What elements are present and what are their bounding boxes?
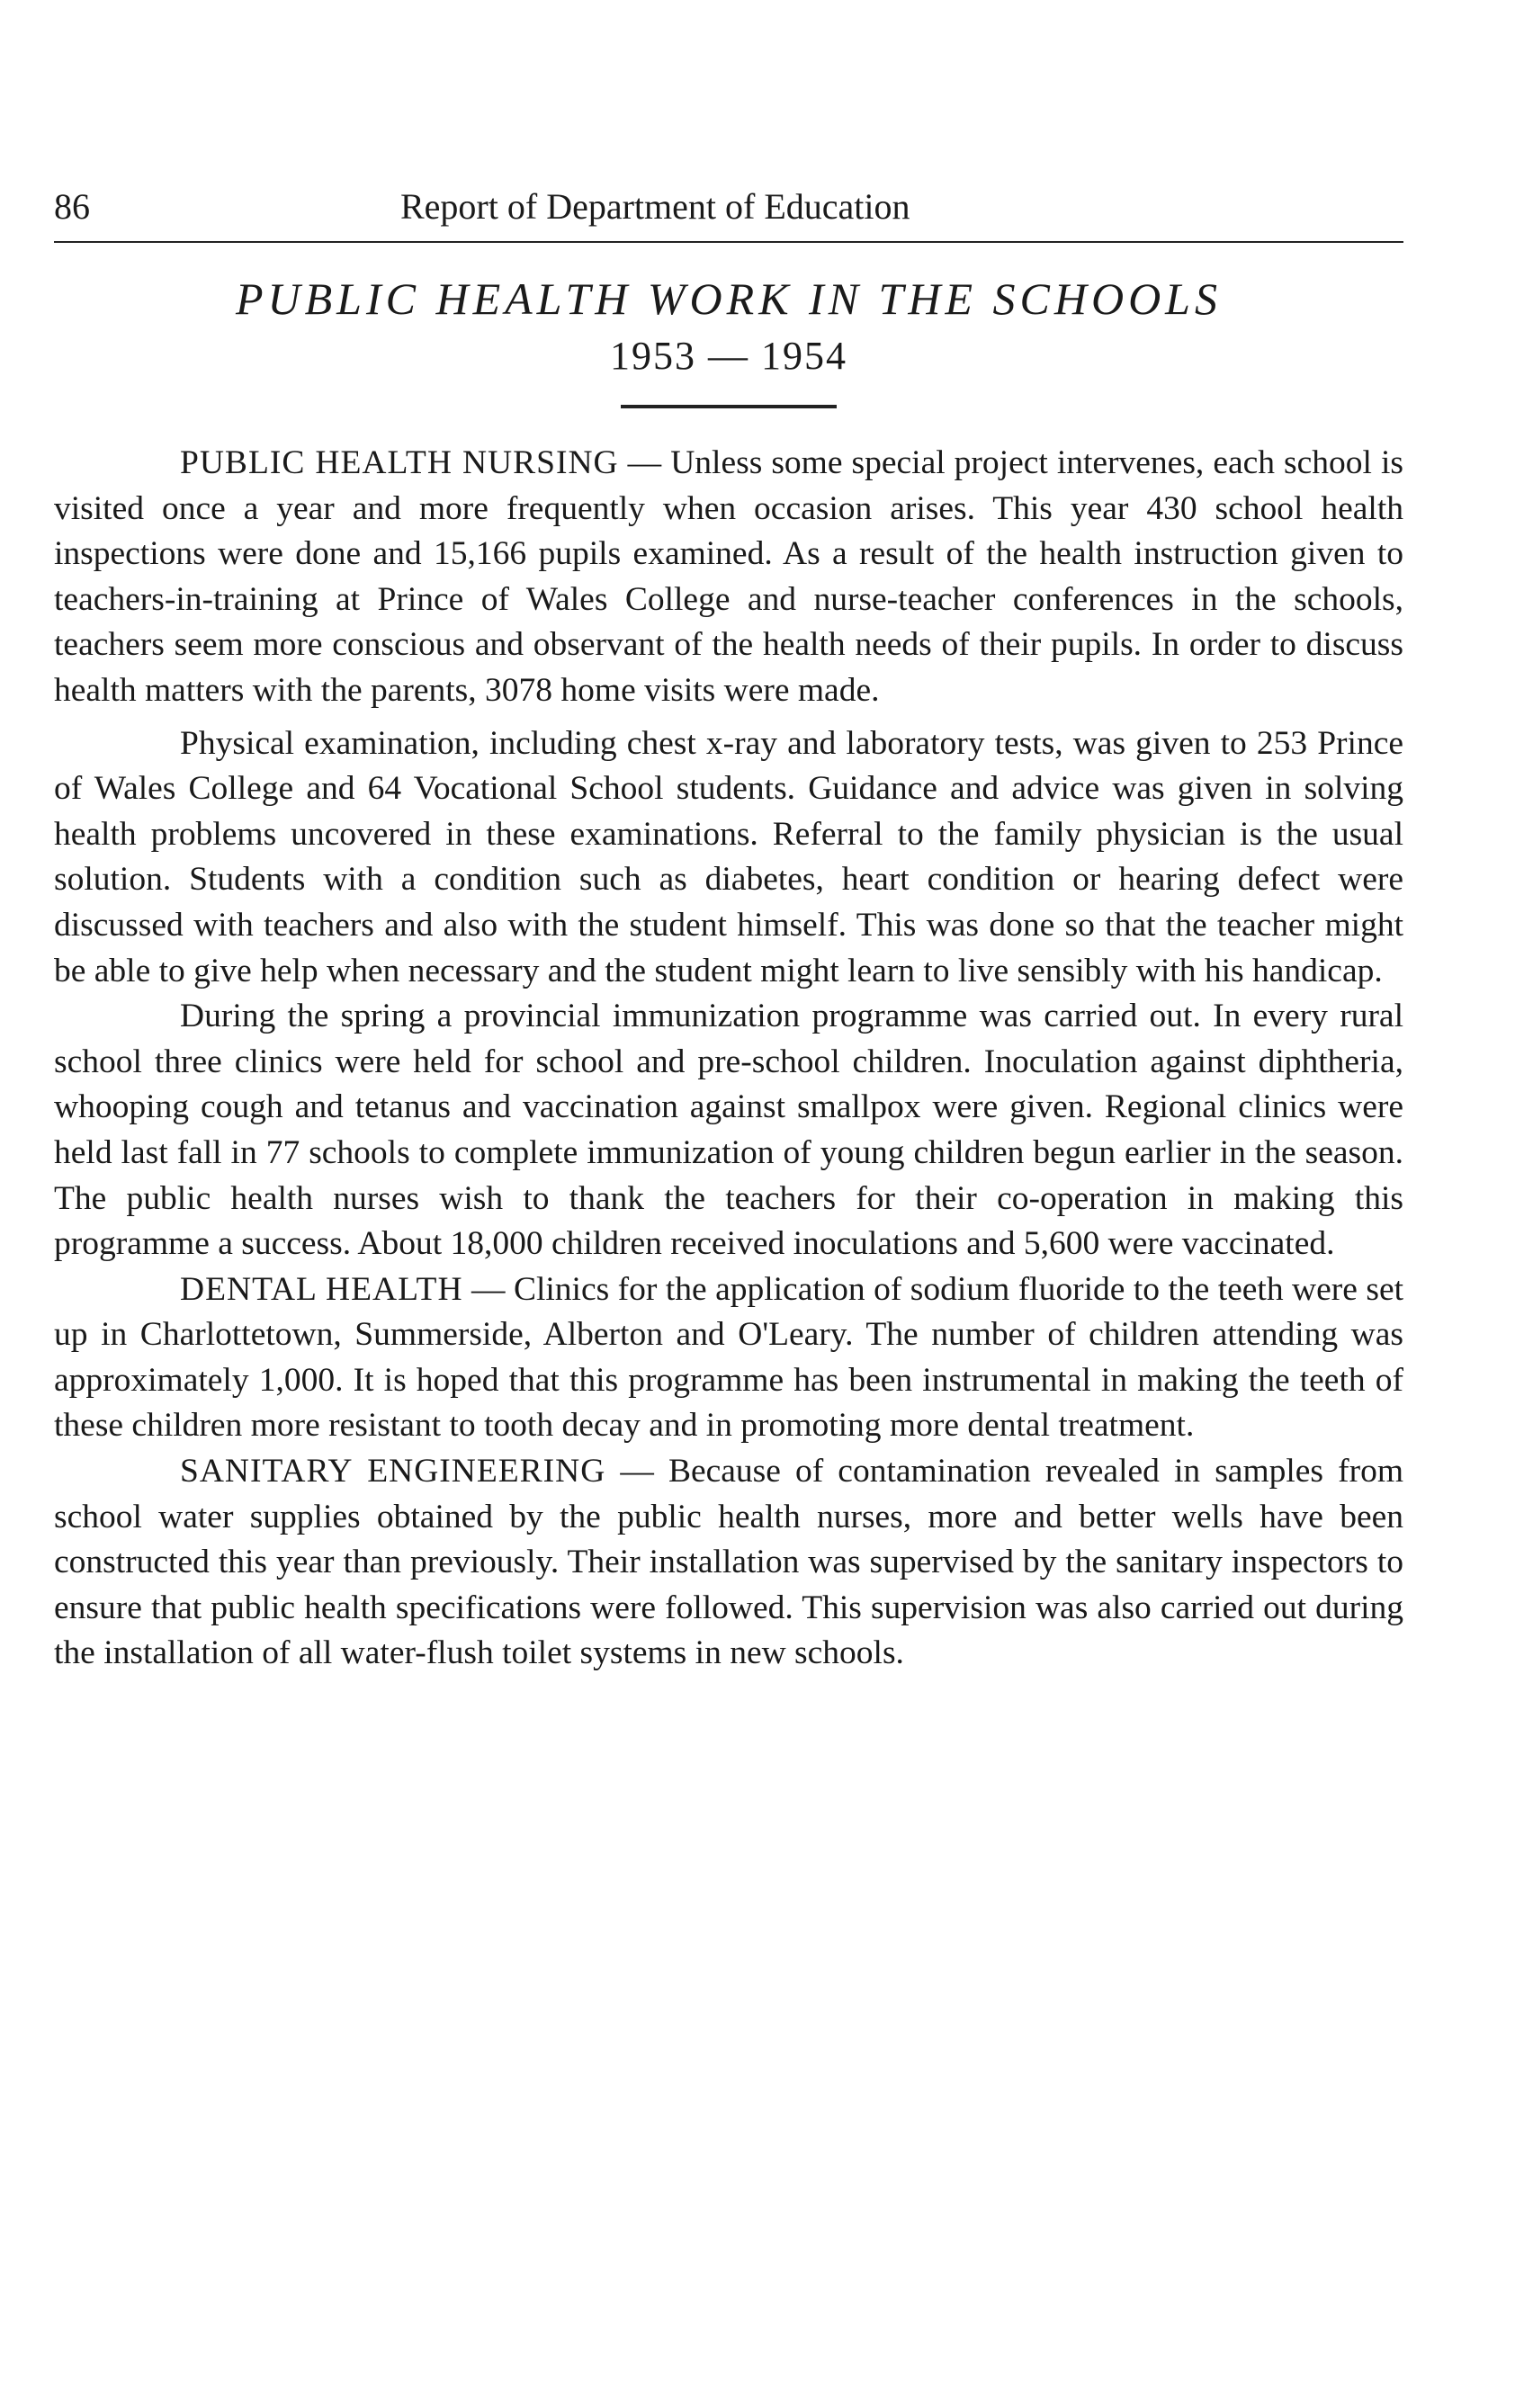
body-text [54, 441, 1403, 1677]
paragraph-text: Physical examination, including chest x-ray and laboratory tests, was given to 253 Prince of Wales College and 64 Vocational School students. Guidance and advice was given in solving health problems uncovered in these examinations. Referral to the family physician is the usual solution. Students with a condition such as diabetes, heart condition or hearing defect were discussed with teachers and also with the student himself. This was done so that the teacher might be able to give help when necessary and the student might learn to live sensibly with his handicap. [54, 724, 1403, 989]
paragraph-public-health-nursing [54, 441, 1403, 714]
paragraph-dental-health [54, 1267, 1403, 1449]
paragraph-text: During the spring a provincial immunization programme was carried out. In every rural school three clinics were held for school and pre-school children. Inoculation against diphtheria, whooping cough and tetanus and vaccination against smallpox were given. Regional clinics were held last fall in 77 schools to complete immunization of young children begun earlier in the season. The public health nurses wish to thank the teachers for their co-operation in making this programme a success. About 18,000 children received inoculations and 5,600 were vaccinated. [54, 998, 1403, 1263]
year-range: 1953 — 1954 [610, 334, 847, 378]
section-heading: SANITARY ENGINEERING [180, 1453, 606, 1490]
running-title: Report of Department of Education [400, 186, 910, 227]
page-number: 86 [54, 186, 90, 227]
paragraph-sanitary-engineering [54, 1449, 1403, 1677]
running-header [54, 171, 1403, 228]
header-divider [54, 241, 1403, 243]
section-heading: PUBLIC HEALTH NURSING [180, 444, 619, 481]
page-title: PUBLIC HEALTH WORK IN THE SCHOOLS [235, 273, 1222, 324]
paragraph-text: — Unless some special project intervenes, each school is visited once a year and more frequently when occasion arises. This year 430 school health inspections were done and 15,166 pupils examined. As a result of the health instruction given to teachers-in-training at Prince of Wales College and nurse-teacher conferences in the schools, teachers seem more conscious and observant of the health needs of their pupils. In order to discuss health matters with the parents, 3078 home visits were made. [54, 444, 1404, 709]
title-block [54, 270, 1403, 408]
document-page [54, 171, 1404, 1672]
paragraph-text: — Because of contamination revealed in samples from school water supplies obtained by the public health nurses, more and better wells have been constructed this year than previously. Their installation was supervised by the sanitary inspectors to ensure that public health specifications were followed. This supervision was also carried out during the installation of all water-flush toilet systems in new schools. [54, 1453, 1403, 1672]
paragraph-physical-examination [54, 721, 1403, 995]
paragraph-text: — Clinics for the application of sodium fluoride to the teeth were set up in Charlottetown, Summerside, Alberton and O'Leary. The number of children attending was approximately 1,000. It is hoped that this programme has been instrumental in making the teeth of these children more resistant to tooth decay and in promoting more dental treatment. [54, 1270, 1404, 1445]
paragraph-immunization [54, 994, 1403, 1267]
title-divider [621, 405, 837, 408]
section-heading: DENTAL HEALTH [180, 1270, 463, 1308]
